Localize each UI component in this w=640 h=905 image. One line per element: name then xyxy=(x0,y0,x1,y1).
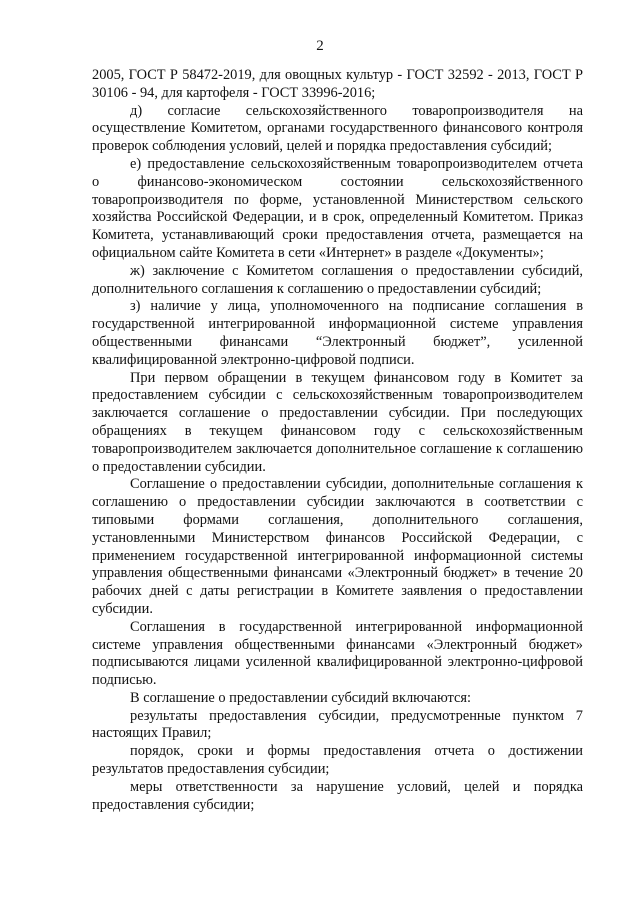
paragraph-item-d: д) согласие сельскохозяйственного товаропроизводителя на осуществление Комитетом, органами государственного финансового контроля проверок соблюдения условий, целей и порядка предоставления субсидий; xyxy=(92,102,583,155)
paragraph-item-zh: ж) заключение с Комитетом соглашения о предоставлении субсидий, дополнительного соглашения к соглашению о предоставлении субсидий; xyxy=(92,262,583,297)
page-number: 2 xyxy=(316,38,324,54)
paragraph-report-procedure: порядок, сроки и формы предоставления отчета о достижении результатов предоставления субсидии; xyxy=(92,743,583,778)
paragraph-results: результаты предоставления субсидии, предусмотренные пунктом 7 настоящих Правил; xyxy=(92,707,583,742)
paragraph-agreement-forms: Соглашение о предоставлении субсидии, дополнительные соглашения к соглашению о предоставлении субсидии заключаются в соответствии с типовыми формами соглашения, дополнительного соглашения, установленными Министерством финансов Российской Федерации, с применением государственной интегрированной информационной системы управления общественными финансами «Электронный бюджет» в течение 20 рабочих дней с даты регистрации в Комитете заявления о предоставлении субсидии. xyxy=(92,476,583,617)
paragraph-item-e: е) предоставление сельскохозяйственным товаропроизводителем отчета о финансово-экономическом состоянии сельскохозяйственного товаропроизводителя по форме, установленной Министерством сельского хозяйства Российской Федерации, и в срок, определенный Комитетом. Приказ Комитета, устанавливающий сроки предоставления отчета, размещается на официальном сайте Комитета в сети «Интернет» в разделе «Документы»; xyxy=(92,155,583,261)
document-body xyxy=(92,67,583,814)
paragraph-item-z: з) наличие у лица, уполномоченного на подписание соглашения в государственной интегрированной информационной системе управления общественными финансами “Электронный бюджет”, усиленной квалифицированной электронно-цифровой подписи. xyxy=(92,298,583,368)
paragraph-gost-continuation: 2005, ГОСТ Р 58472-2019, для овощных культур - ГОСТ 32592 - 2013, ГОСТ Р 30106 - 94, для картофеля - ГОСТ 33996-2016; xyxy=(92,67,583,101)
paragraph-agreement-signing: Соглашения в государственной интегрированной информационной системе управления общественными финансами «Электронный бюджет» подписываются лицами усиленной квалифицированной электронно-цифровой подписью. xyxy=(92,618,583,689)
paragraph-first-application: При первом обращении в текущем финансовом году в Комитет за предоставлением субсидии с сельскохозяйственным товаропроизводителем заключается соглашение о предоставлении субсидии. При последующих обращениях в текущем финансовом году с сельскохозяйственным товаропроизводителем заключается дополнительное соглашение к соглашению о предоставлении субсидии. xyxy=(92,369,583,475)
paragraph-agreement-includes: В соглашение о предоставлении субсидий включаются: xyxy=(130,689,472,706)
paragraph-liability: меры ответственности за нарушение условий, целей и порядка предоставления субсидии; xyxy=(92,778,583,813)
